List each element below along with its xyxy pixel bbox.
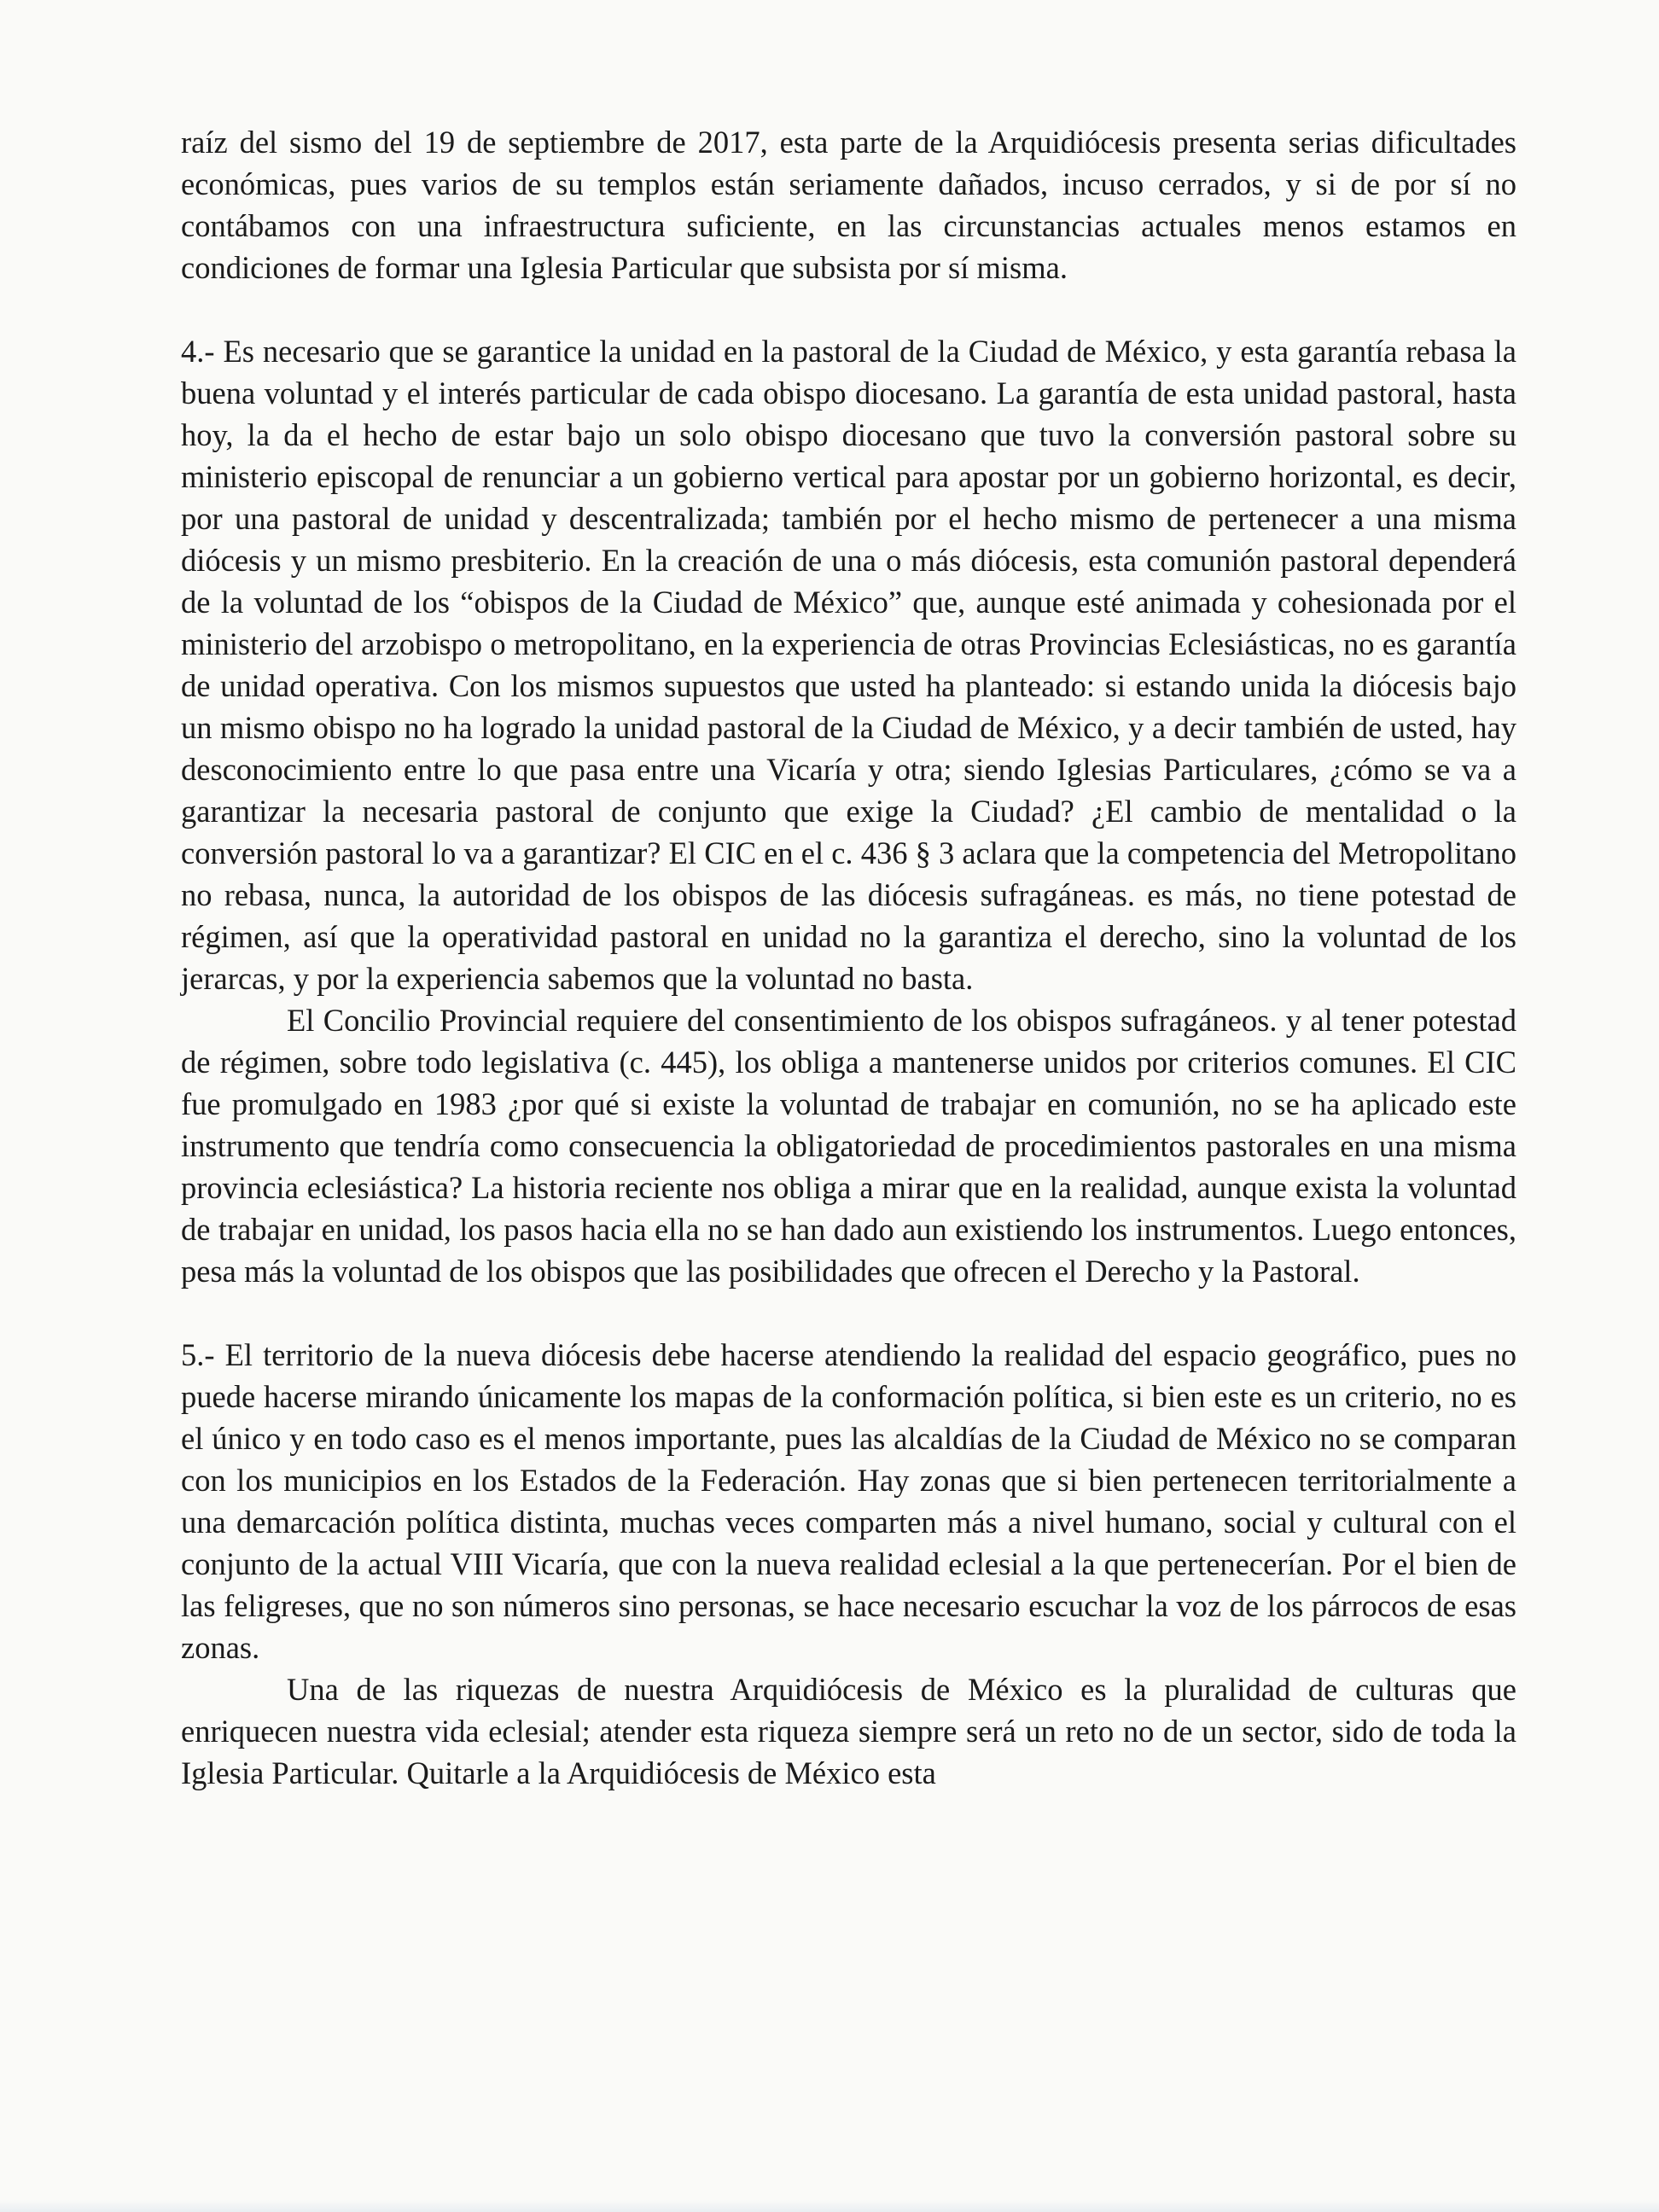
paragraph-concilio-provincial: El Concilio Provincial requiere del consentimiento de los obispos sufragáneos. y al tener potestad de régimen, sobre todo legislativa (c. 445), los obliga a mantenerse unidos por criterios comunes. El CIC fue promulgado en 1983 ¿por qué si existe la voluntad de trabajar en comunión, no se ha aplicado este instrumento que tendría como consecuencia la obligatoriedad de procedimientos pastorales en una misma provincia eclesiástica? La historia reciente nos obliga a mirar que en la realidad, aunque exista la voluntad de trabajar en unidad, los pasos hacia ella no se han dado aun existiendo los instrumentos. Luego entonces, pesa más la voluntad de los obispos que las posibilidades que ofrecen el Derecho y la Pastoral. bbox=[181, 1003, 1516, 1289]
paragraph-text: El territorio de la nueva diócesis debe hacerse atendiendo la realidad del espacio geográfico, pues no puede hacerse mirando únicamente los mapas de la conformación política, si bien este es un criterio, no es el único y en todo caso es el menos importante, pues las alcaldías de la Ciudad de México no se comparan con los municipios en los Estados de la Federación. Hay zonas que si bien pertenecen territorialmente a una demarcación política distinta, muchas veces comparten más a nivel humano, social y cultural con el conjunto de la actual VIII Vicaría, que con la nueva realidad eclesial a la que pertenecerían. Por el bien de las feligreses, que no son números sino personas, se hace necesario escuchar la voz de los párrocos de esas zonas. bbox=[181, 1337, 1516, 1665]
paragraph-text: Es necesario que se garantice la unidad en la pastoral de la Ciudad de México, y esta garantía rebasa la buena voluntad y el interés particular de cada obispo diocesano. La garantía de esta unidad pastoral, hasta hoy, la da el hecho de estar bajo un solo obispo diocesano que tuvo la conversión pastoral sobre su ministerio episcopal de renunciar a un gobierno vertical para apostar por un gobierno horizontal, es decir, por una pastoral de unidad y descentralizada; también por el hecho mismo de pertenecer a una misma diócesis y un mismo presbiterio. En la creación de una o más diócesis, esta comunión pastoral dependerá de la voluntad de los “obispos de la Ciudad de México” que, aunque esté animada y cohesionada por el ministerio del arzobispo o metropolitano, en la experiencia de otras Provincias Eclesiásticas, no es garantía de unidad operativa. Con los mismos supuestos que usted ha planteado: si estando unida la diócesis bajo un mismo obispo no ha logrado la unidad pastoral de la Ciudad de México, y a decir también de usted, hay desconocimiento entre lo que pasa entre una Vicaría y otra; siendo Iglesias Particulares, ¿cómo se va a garantizar la necesaria pastoral de conjunto que exige la Ciudad? ¿El cambio de mentalidad o la conversión pastoral lo va a garantizar? El CIC en el c. 436 § 3 aclara que la competencia del Metropolitano no rebasa, nunca, la autoridad de los obispos de las diócesis sufragáneas. es más, no tiene potestad de régimen, así que la operatividad pastoral en unidad no la garantiza el derecho, sino la voluntad de los jerarcas, y por la experiencia sabemos que la voluntad no basta. bbox=[181, 334, 1517, 996]
letter-body bbox=[181, 121, 1516, 1794]
page-bottom-edge bbox=[0, 2200, 1659, 2212]
point-number: 5.- bbox=[181, 1337, 215, 1372]
paragraph-point-4 bbox=[181, 330, 1516, 999]
point-number: 4.- bbox=[181, 334, 215, 369]
paragraph-continuation-earthquake: raíz del sismo del 19 de septiembre de 2017, esta parte de la Arquidiócesis presenta serias dificultades económicas, pues varios de su templos están seriamente dañados, incuso cerrados, y si de por sí no contábamos con una infraestructura suficiente, en las circunstancias actuales menos estamos en condiciones de formar una Iglesia Particular que subsista por sí misma. bbox=[181, 125, 1516, 285]
paragraph-point-5 bbox=[181, 1334, 1516, 1668]
paragraph-pluralidad-culturas: Una de las riquezas de nuestra Arquidiócesis de México es la pluralidad de culturas que enriquecen nuestra vida eclesial; atender esta riqueza siempre será un reto no de un sector, sido de toda la Iglesia Particular. Quitarle a la Arquidiócesis de México esta bbox=[181, 1672, 1516, 1790]
